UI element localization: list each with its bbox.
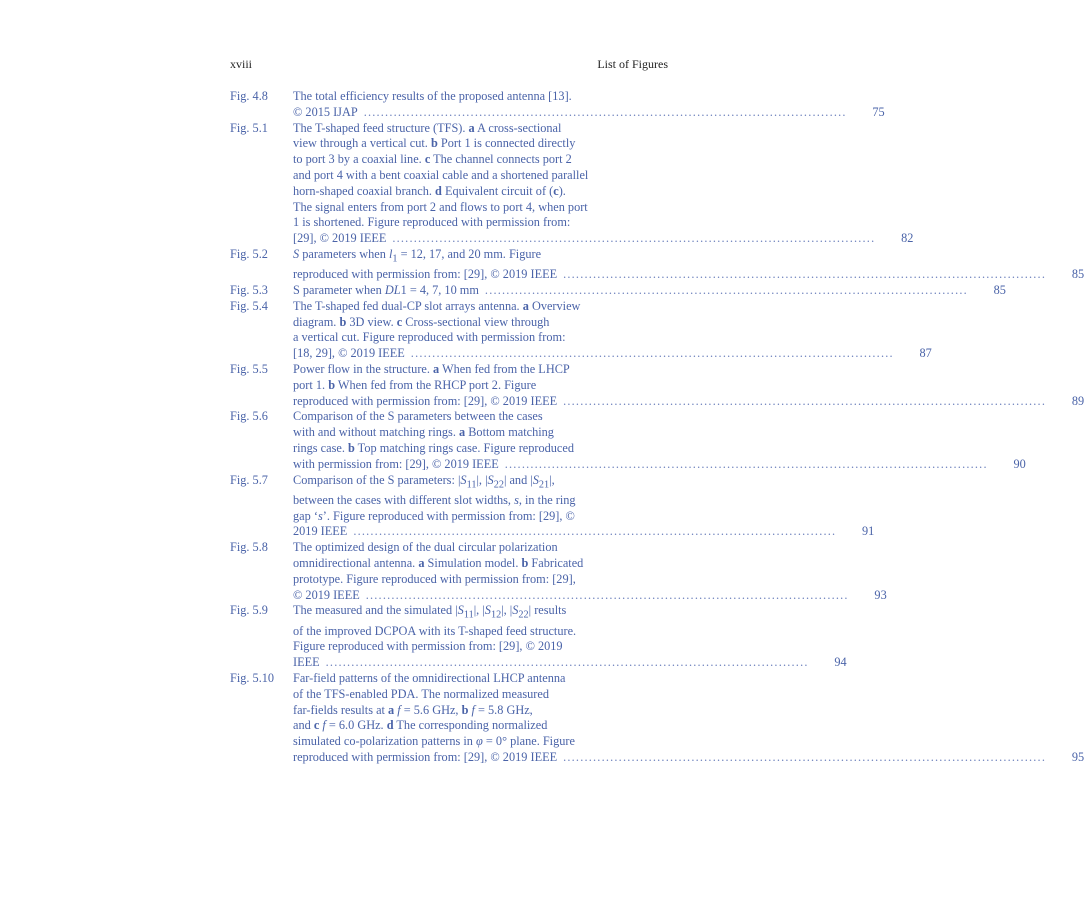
caption-line: reproduced with permission from: [29], © 2019 IEEE <box>293 393 558 408</box>
figure-number: Fig. 4.8 <box>230 89 268 103</box>
figure-number: Fig. 5.3 <box>230 283 268 298</box>
dot-leader: ................................................................................................................. <box>563 393 1047 408</box>
caption-line: view through a vertical cut. b Port 1 is connected directly <box>293 136 576 151</box>
caption-line: of the TFS-enabled PDA. The normalized measured <box>293 686 550 701</box>
caption-line: [29], © 2019 IEEE <box>293 231 387 246</box>
caption-last-line <box>293 283 1006 299</box>
caption-line: Comparison of the S parameters between the cases <box>293 409 543 424</box>
figure-page-number[interactable]: 90 <box>1013 456 1026 471</box>
caption-line: Power flow in the structure. a When fed from the LHCP <box>293 362 570 376</box>
dot-leader: ................................................................................................................. <box>410 346 894 361</box>
caption-line: simulated co-polarization patterns in φ = 0° plane. Figure <box>293 734 575 749</box>
caption-last-line <box>293 457 1026 473</box>
figure-list <box>230 89 1084 766</box>
dot-leader: ................................................................................................................. <box>363 104 847 119</box>
figure-entry[interactable] <box>230 298 932 362</box>
figure-entry[interactable] <box>230 472 875 541</box>
figure-entry[interactable] <box>230 283 1006 299</box>
caption-line: horn-shaped coaxial branch. d Equivalent circuit of (c). <box>293 183 566 198</box>
caption-line: The T-shaped feed structure (TFS). a A cross-sectional <box>293 120 562 135</box>
caption-line: with and without matching rings. a Bottom matching <box>293 425 554 440</box>
figure-caption <box>293 409 1026 472</box>
caption-line: The optimized design of the dual circular polarization <box>293 540 558 555</box>
running-section-title: List of Figures <box>597 57 668 71</box>
dot-leader: ................................................................................................................. <box>504 456 988 471</box>
caption-last-line <box>293 655 847 671</box>
dot-leader: ................................................................................................................. <box>563 267 1047 282</box>
caption-last-line <box>293 105 885 121</box>
caption-line: rings case. b Top matching rings case. Figure reproduced <box>293 440 574 455</box>
figure-number: Fig. 5.8 <box>230 540 268 555</box>
figure-number: Fig. 5.9 <box>230 603 268 618</box>
caption-line: of the improved DCPOA with its T-shaped feed structure. <box>293 623 577 638</box>
caption-line: and c f = 6.0 GHz. d The corresponding normalized <box>293 718 548 733</box>
figure-entry[interactable] <box>230 603 847 671</box>
figure-caption <box>293 247 1084 283</box>
figure-entry[interactable] <box>230 671 1084 766</box>
figure-caption <box>293 299 932 362</box>
caption-line: reproduced with permission from: [29], © 2019 IEEE <box>293 750 558 765</box>
caption-line: omnidirectional antenna. a Simulation model. b Fabricated <box>293 556 584 571</box>
figure-page-number[interactable]: 85 <box>993 283 1006 298</box>
caption-line: 1 is shortened. Figure reproduced with permission from: <box>293 215 571 230</box>
figure-entry[interactable] <box>230 540 887 603</box>
dot-leader: ................................................................................................................. <box>325 655 809 670</box>
figure-page-number[interactable]: 93 <box>874 587 887 602</box>
caption-line: to port 3 by a coaxial line. c The channel connects port 2 <box>293 152 572 167</box>
figure-caption <box>293 603 847 671</box>
caption-last-line <box>293 750 1084 766</box>
figure-entry[interactable] <box>230 409 1026 472</box>
figure-caption <box>293 671 1084 766</box>
caption-last-line <box>293 394 1084 410</box>
figure-page-number[interactable]: 95 <box>1071 750 1084 765</box>
caption-line: The T-shaped fed dual-CP slot arrays antenna. a Overview <box>293 298 581 313</box>
dot-leader: ................................................................................................................. <box>563 750 1047 765</box>
figure-page-number[interactable]: 91 <box>862 524 875 539</box>
figure-number: Fig. 5.10 <box>230 671 275 686</box>
caption-last-line <box>293 231 913 247</box>
dot-leader: ................................................................................................................. <box>353 524 837 539</box>
figure-caption <box>293 89 885 121</box>
figure-number: Fig. 5.2 <box>230 246 268 261</box>
figure-page-number[interactable]: 75 <box>872 104 885 119</box>
caption-line: gap ‘s’. Figure reproduced with permission from: [29], © <box>293 508 575 523</box>
figure-entry[interactable] <box>230 120 914 247</box>
figure-number: Fig. 5.7 <box>230 472 268 487</box>
caption-last-line <box>293 267 1084 283</box>
figure-entry[interactable] <box>230 246 1084 283</box>
caption-line: diagram. b 3D view. c Cross-sectional view through <box>293 314 550 329</box>
caption-line: reproduced with permission from: [29], © 2019 IEEE <box>293 267 558 282</box>
caption-line: Comparison of the S parameters: $|S_{11}|$, $|S_{22}|$ and $|S_{21}|$, <box>293 472 555 491</box>
figure-page-number[interactable]: 94 <box>834 655 847 670</box>
running-page-number: xviii <box>230 57 253 71</box>
caption-line: © 2015 IJAP <box>293 104 358 119</box>
caption-line: and port 4 with a bent coaxial cable and a shortened parallel <box>293 167 589 182</box>
figure-page-number[interactable]: 85 <box>1071 267 1084 282</box>
figure-entry[interactable] <box>230 362 1084 409</box>
figure-number: Fig. 5.1 <box>230 120 268 135</box>
caption-line: far-fields results at a f = 5.6 GHz, b f = 5.8 GHz, <box>293 702 533 717</box>
caption-line: Figure reproduced with permission from: [29], © 2019 <box>293 639 563 654</box>
caption-line: [18, 29], © 2019 IEEE <box>293 346 405 361</box>
caption-last-line <box>293 346 932 362</box>
figure-caption <box>293 540 887 603</box>
caption-last-line <box>293 524 874 540</box>
caption-line: between the cases with different slot widths, s, in the ring <box>293 492 576 507</box>
caption-line: S parameter when DL1 = 4, 7, 10 mm <box>293 283 479 298</box>
figure-caption <box>293 473 874 541</box>
figure-number: Fig. 5.5 <box>230 362 268 376</box>
figure-entry[interactable] <box>230 89 885 121</box>
figure-number: Fig. 5.4 <box>230 298 268 313</box>
caption-line: The signal enters from port 2 and flows to port 4, when port <box>293 199 588 214</box>
caption-line: a vertical cut. Figure reproduced with permission from: <box>293 330 566 345</box>
dot-leader: ................................................................................................................. <box>484 283 968 298</box>
caption-line: Far-field patterns of the omnidirectional LHCP antenna <box>293 671 566 686</box>
figure-number: Fig. 5.6 <box>230 409 268 424</box>
dot-leader: ................................................................................................................. <box>365 587 849 602</box>
figure-caption <box>293 362 1084 409</box>
figure-page-number[interactable]: 87 <box>919 346 932 361</box>
caption-line: with permission from: [29], © 2019 IEEE <box>293 456 499 471</box>
caption-line: port 1. b When fed from the RHCP port 2. Figure <box>293 377 537 392</box>
caption-line: IEEE <box>293 655 320 670</box>
caption-line: 2019 IEEE <box>293 524 348 539</box>
caption-line: S parameters when $l_1 = 12$, 17, and 20 mm. Figure <box>293 246 542 265</box>
figure-caption <box>293 283 1006 299</box>
figure-page-number[interactable]: 89 <box>1071 393 1084 408</box>
caption-line: The total efficiency results of the proposed antenna [13]. <box>293 89 572 103</box>
caption-last-line <box>293 588 887 604</box>
caption-line: © 2019 IEEE <box>293 587 360 602</box>
caption-line: prototype. Figure reproduced with permission from: [29], <box>293 571 576 586</box>
figure-page-number[interactable]: 82 <box>901 231 914 246</box>
dot-leader: ................................................................................................................. <box>392 231 876 246</box>
figure-caption <box>293 121 913 247</box>
caption-line: The measured and the simulated $|S_{11}|$, $|S_{12}|$, $|S_{22}|$ results <box>293 603 567 621</box>
